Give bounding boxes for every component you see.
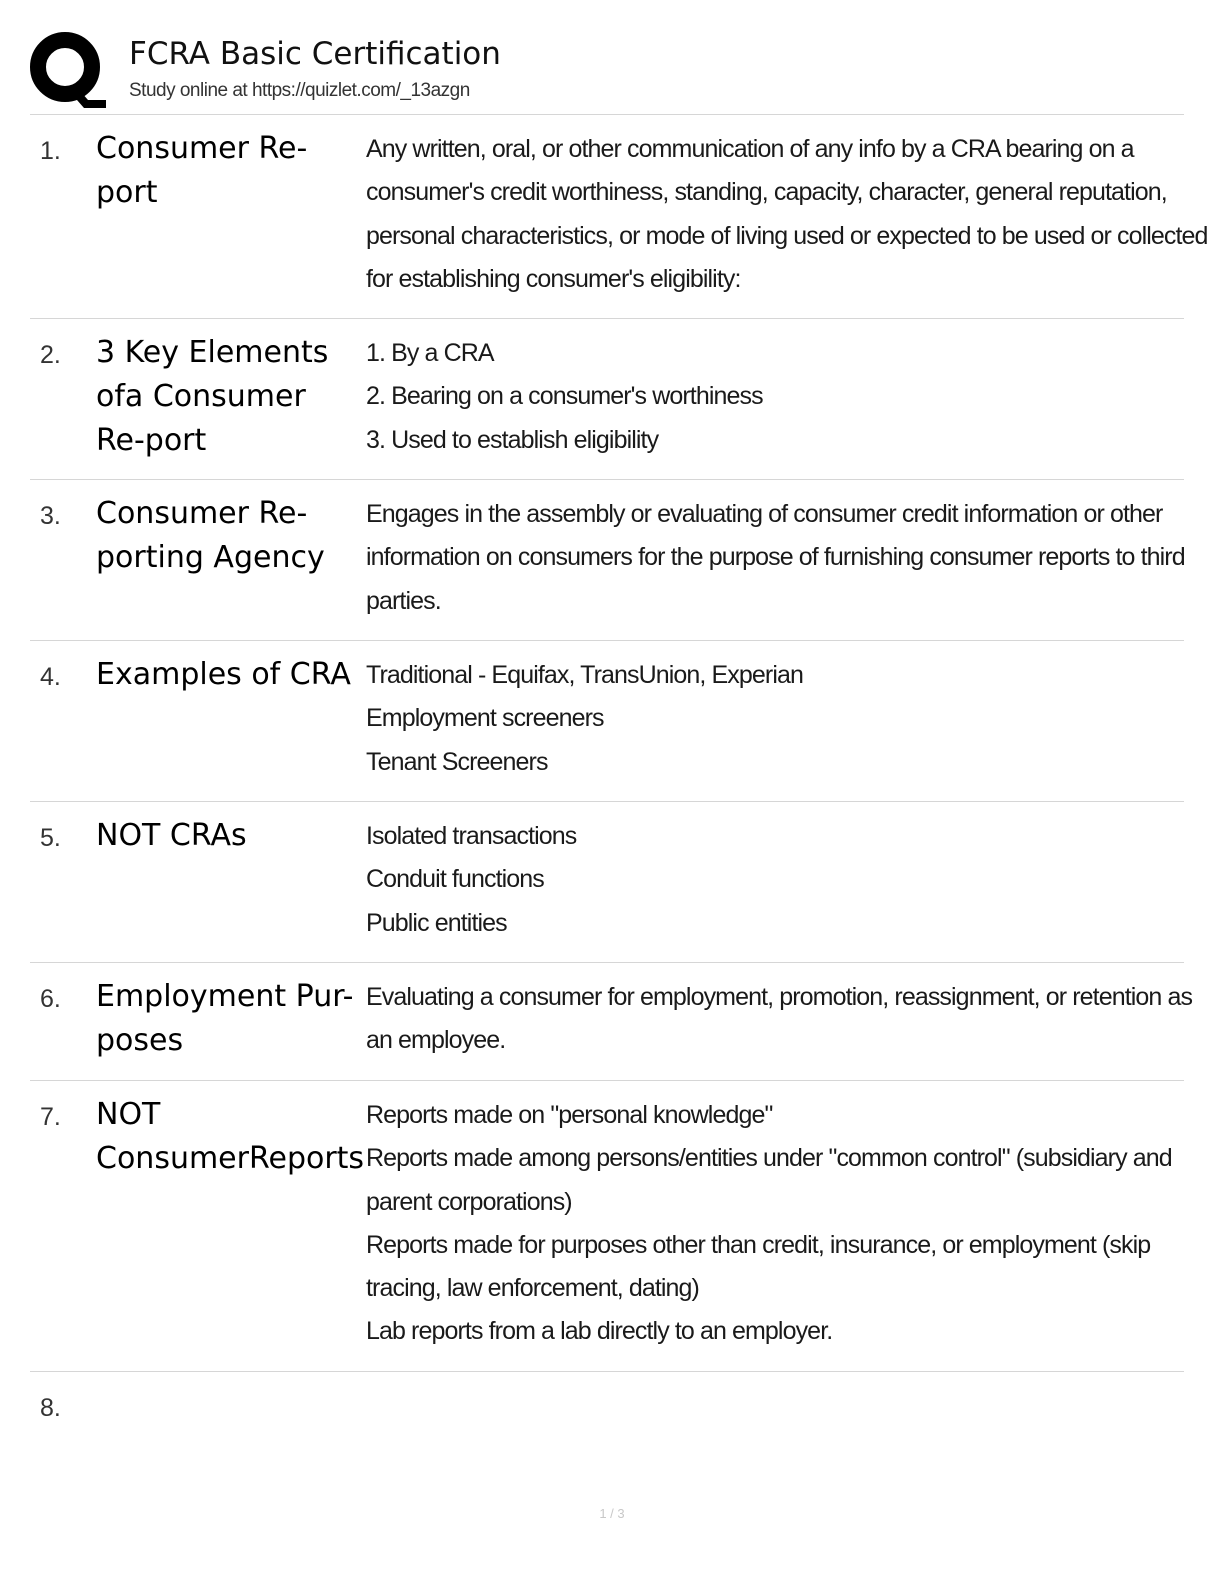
text-line: Public entities (366, 908, 507, 937)
text-line: Reports made for purposes other than credit, insurance, or employment (skip (366, 1230, 1151, 1259)
flashcard-list (30, 115, 1208, 1452)
text-line: Tenant Screeners (366, 747, 548, 776)
card-definition (366, 332, 1178, 462)
text-line: Conduit functions (366, 865, 544, 894)
text-line: information on consumers for the purpose of furnishing consumer reports to third (366, 543, 1185, 572)
card-definition (366, 493, 1185, 623)
text-line: Lab reports from a lab directly to an employer. (366, 1317, 833, 1346)
card-number: 2. (40, 341, 61, 369)
text-line: tracing, law enforcement, dating) (366, 1274, 699, 1303)
flashcard-row (30, 963, 1193, 1081)
text-line: an employee. (366, 1026, 506, 1055)
text-line: porting Agency (96, 540, 325, 575)
quizlet-q-logo-icon (30, 32, 106, 108)
text-line: a Consumer Re- (96, 379, 306, 458)
flashcard-row (30, 480, 1184, 641)
card-term (96, 331, 362, 463)
text-line: Evaluating a consumer for employment, promotion, reassignment, or retention as (366, 983, 1193, 1011)
card-definition (366, 128, 1208, 301)
flashcard-row (30, 115, 1208, 319)
text-line: Traditional - Equifax, TransUnion, Experian (366, 661, 803, 689)
card-number: 3. (40, 502, 61, 530)
text-line: NOT CRAs (96, 818, 247, 853)
card-number: 6. (40, 985, 61, 1013)
text-line: for establishing consumer's eligibility: (366, 264, 741, 293)
card-number: 1. (40, 137, 61, 165)
text-line: 3. Used to establish eligibility (366, 425, 659, 454)
text-line: 2. Bearing on a consumer's worthiness (366, 382, 763, 411)
set-title: FCRA Basic Certification (129, 36, 501, 72)
flashcard-row (30, 1081, 1184, 1372)
flashcard-row (30, 641, 1184, 802)
page-number: 1 / 3 (599, 1506, 625, 1521)
card-definition (366, 654, 1178, 784)
text-line: Engages in the assembly or evaluating of consumer credit information or other (366, 500, 1163, 528)
card-term (96, 975, 362, 1063)
card-term (96, 653, 362, 697)
flashcard-row (30, 802, 1184, 963)
text-line: parties. (366, 586, 441, 615)
text-line: Examples of CRA (96, 657, 351, 692)
text-line: 1. By a CRA (366, 339, 494, 367)
text-line: Reports (248, 1141, 365, 1176)
text-line: Employment Pur- (96, 979, 354, 1014)
card-number: 8. (40, 1394, 61, 1422)
card-number: 4. (40, 663, 61, 691)
text-line: parent corporations) (366, 1187, 572, 1216)
flashcard-row (30, 319, 1184, 480)
card-definition (366, 1094, 1178, 1354)
text-line: Employment screeners (366, 704, 604, 733)
text-line: Consumer Re- (96, 496, 308, 531)
text-line: port (144, 423, 207, 458)
study-online-link[interactable]: Study online at https://quizlet.com/_13azgn (129, 80, 470, 101)
text-line: poses (96, 1023, 184, 1058)
card-number: 7. (40, 1103, 61, 1131)
text-line: Reports made on "personal knowledge" (366, 1101, 773, 1129)
text-line: Isolated transactions (366, 822, 577, 850)
card-definition (366, 976, 1193, 1063)
card-term (96, 127, 362, 215)
text-line: Any written, oral, or other communication of any info by a CRA bearing on a (366, 135, 1134, 163)
card-number: 5. (40, 824, 61, 852)
card-definition (366, 815, 1178, 945)
card-term (96, 1093, 365, 1181)
text-line: consumer's credit worthiness, standing, capacity, character, general reputation, (366, 178, 1167, 207)
text-line: port (96, 175, 158, 210)
card-term (96, 814, 362, 858)
text-line: Consumer Re- (96, 131, 308, 166)
card-term (96, 492, 362, 580)
text-line: Reports made among persons/entities under "common control" (subsidiary and (366, 1144, 1172, 1173)
text-line: NOT Consumer (96, 1097, 249, 1176)
text-line: personal characteristics, or mode of living used or expected to be used or collected (366, 221, 1208, 250)
text-line: 3 Key Elements of (96, 335, 329, 414)
flashcard-row (30, 1372, 1184, 1452)
page-header (30, 30, 1184, 115)
